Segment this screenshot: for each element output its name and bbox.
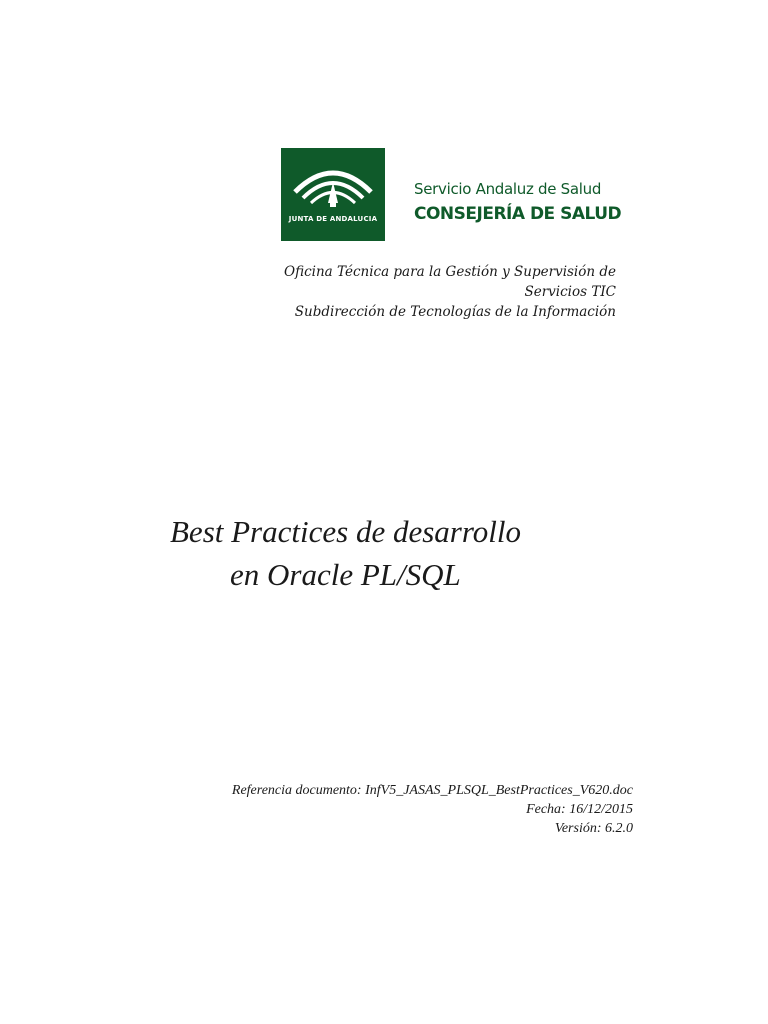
junta-de-andalucia-logo <box>281 148 385 241</box>
emblem-caption: JUNTA DE ANDALUCIA <box>288 215 378 223</box>
office-block <box>284 262 616 322</box>
document-reference: Referencia documento: InfV5_JASAS_PLSQL_BestPractices_V620.doc <box>231 783 633 798</box>
organization-name: Servicio Andaluz de Salud <box>414 180 602 198</box>
junta-de-andalucia-emblem-icon <box>281 148 385 241</box>
document-info-block <box>232 781 633 838</box>
document-version: Versión: 6.2.0 <box>554 821 633 836</box>
title-line-2: en Oracle PL/SQL <box>230 557 461 592</box>
document-date: Fecha: 16/12/2015 <box>526 802 633 817</box>
department-name: CONSEJERÍA DE SALUD <box>414 204 622 224</box>
office-line-2: Servicios TIC <box>524 284 616 300</box>
title-line-1: Best Practices de desarrollo <box>170 514 521 549</box>
document-title <box>170 510 521 596</box>
office-line-1: Oficina Técnica para la Gestión y Supervisión de <box>284 264 616 280</box>
office-line-3: Subdirección de Tecnologías de la Información <box>294 304 616 320</box>
